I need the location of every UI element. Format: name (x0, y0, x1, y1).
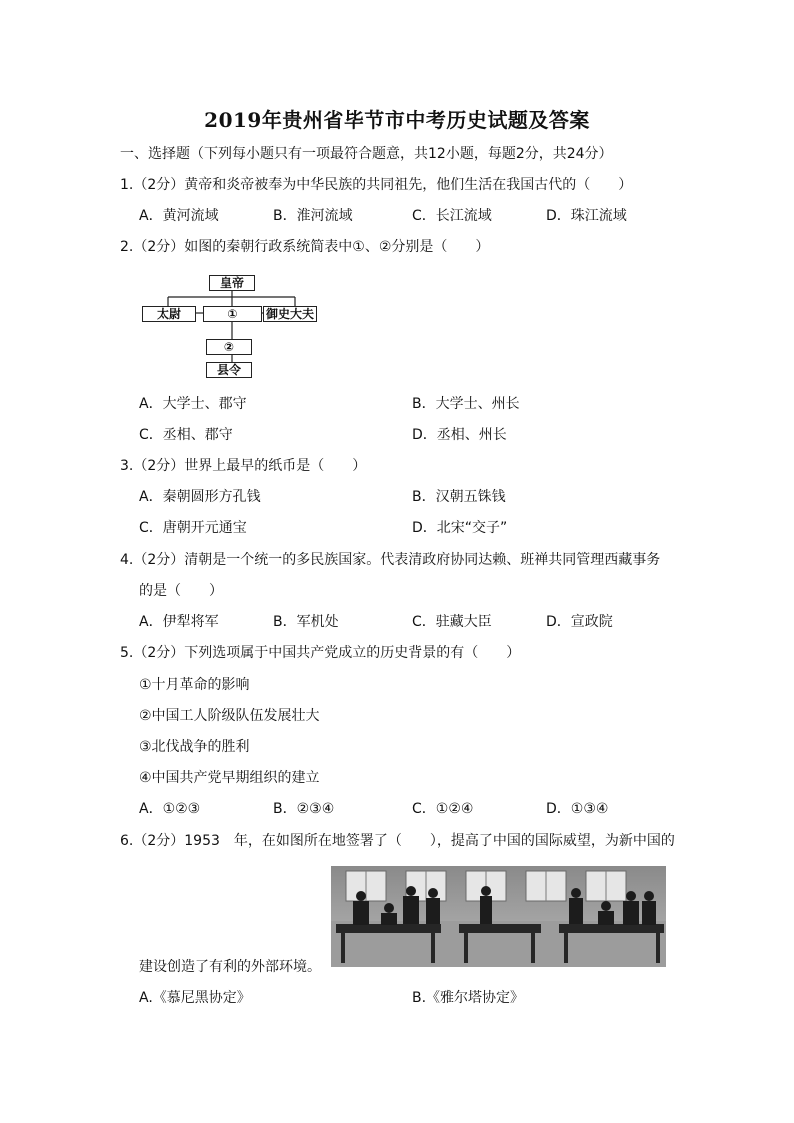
question-4-stem-line-2: 的是（ ） (139, 583, 223, 599)
page-title: 2019年贵州省毕节市中考历史试题及答案 (204, 108, 590, 132)
question-1-option-d[interactable]: D．珠江流域 (546, 208, 627, 224)
diagram-box-xianling: 县令 (206, 362, 252, 378)
question-4-stem-line-1: 4.（2分）清朝是一个统一的多民族国家。代表清政府协同达赖、班禅共同管理西藏事务 (120, 552, 661, 568)
question-3-option-a[interactable]: A．秦朝圆形方孔钱 (139, 489, 261, 505)
qin-admin-diagram (140, 273, 320, 381)
diagram-box-yushidafu: 御史大夫 (263, 306, 317, 322)
question-2-option-d[interactable]: D．丞相、州长 (412, 427, 507, 443)
question-6-option-b[interactable]: B.《雅尔塔协定》 (412, 990, 525, 1006)
question-2-option-a[interactable]: A．大学士、郡守 (139, 396, 247, 412)
photo-illustration (331, 866, 666, 967)
diagram-box-emperor: 皇帝 (209, 275, 255, 291)
question-5-item-1: ①十月革命的影响 (139, 677, 250, 693)
section-heading: 一、选择题（下列每小题只有一项最符合题意，共12小题，每题2分，共24分） (120, 146, 613, 162)
question-5-item-2: ②中国工人阶级队伍发展壮大 (139, 708, 320, 724)
question-6-stem-line-2: 建设创造了有利的外部环境。 (139, 959, 321, 975)
question-2-option-b[interactable]: B．大学士、州长 (412, 396, 520, 412)
question-3-option-c[interactable]: C．唐朝开元通宝 (139, 520, 247, 536)
question-3-option-b[interactable]: B．汉朝五铢钱 (412, 489, 506, 505)
diagram-box-blank-2: ② (206, 339, 252, 355)
question-1-option-c[interactable]: C．长江流域 (412, 208, 492, 224)
question-4-option-a[interactable]: A．伊犁将军 (139, 614, 219, 630)
question-4-option-d[interactable]: D．宣政院 (546, 614, 613, 630)
armistice-signing-photo (331, 866, 666, 967)
question-1-option-a[interactable]: A．黄河流域 (139, 208, 219, 224)
question-5-item-3: ③北伐战争的胜利 (139, 739, 250, 755)
question-1-option-b[interactable]: B．淮河流域 (273, 208, 353, 224)
diagram-box-blank-1: ① (203, 306, 262, 322)
question-5-item-4: ④中国共产党早期组织的建立 (139, 770, 320, 786)
question-6-stem-line-1: 6.（2分）1953 年，在如图所在地签署了（ ），提高了中国的国际威望，为新中国的 (120, 833, 675, 849)
question-5-option-a[interactable]: A．①②③ (139, 801, 201, 817)
question-4-option-b[interactable]: B．军机处 (273, 614, 339, 630)
diagram-box-taiwei: 太尉 (142, 306, 196, 322)
question-5-stem: 5.（2分）下列选项属于中国共产党成立的历史背景的有（ ） (120, 645, 521, 661)
question-5-option-b[interactable]: B．②③④ (273, 801, 335, 817)
question-3-stem: 3.（2分）世界上最早的纸币是（ ） (120, 458, 367, 474)
question-2-option-c[interactable]: C．丞相、郡守 (139, 427, 233, 443)
question-1-stem: 1.（2分）黄帝和炎帝被奉为中华民族的共同祖先，他们生活在我国古代的（ ） (120, 177, 633, 193)
question-4-option-c[interactable]: C．驻藏大臣 (412, 614, 492, 630)
question-2-stem: 2.（2分）如图的秦朝行政系统简表中①、②分别是（ ） (120, 239, 490, 255)
question-3-option-d[interactable]: D．北宋“交子” (412, 520, 508, 536)
question-5-option-d[interactable]: D．①③④ (546, 801, 609, 817)
question-6-option-a[interactable]: A.《慕尼黑协定》 (139, 990, 251, 1006)
question-5-option-c[interactable]: C．①②④ (412, 801, 474, 817)
